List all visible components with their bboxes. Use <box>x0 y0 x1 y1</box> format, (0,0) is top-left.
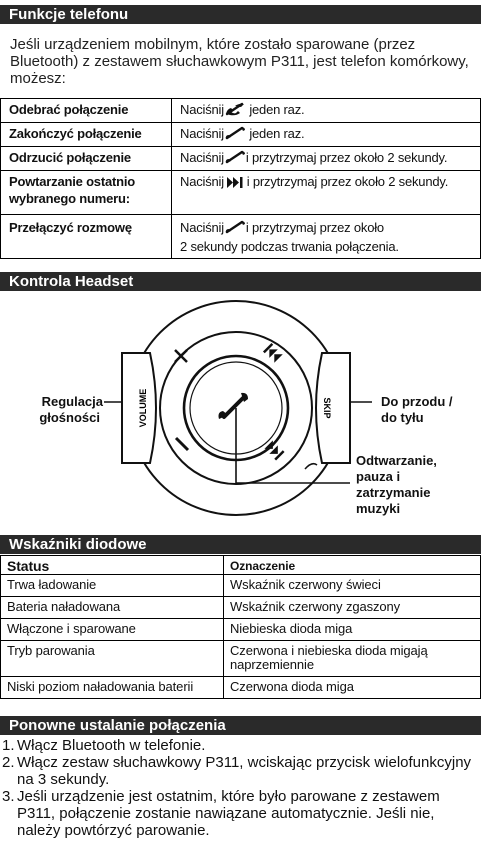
status-cell: Niski poziom naładowania baterii <box>1 677 224 699</box>
function-name: Powtarzanie ostatnio wybranego numeru: <box>1 171 172 215</box>
phone-functions-table <box>0 98 481 259</box>
step-number: 3. <box>2 788 15 805</box>
action-post: jeden raz. <box>245 102 305 117</box>
table-row <box>1 147 481 171</box>
meaning-cell: Wskaźnik czerwony świeci <box>224 575 481 597</box>
table-row <box>1 215 481 259</box>
action-post: i przytrzymaj przez około 2 sekundy. <box>246 174 449 189</box>
volume-up-icon <box>175 350 187 362</box>
function-action <box>172 123 481 147</box>
table-row <box>1 641 481 677</box>
function-action <box>172 147 481 171</box>
table-row <box>1 123 481 147</box>
list-item <box>0 788 475 839</box>
step-number: 1. <box>2 737 15 754</box>
step-text: Włącz Bluetooth w telefonie. <box>17 737 206 754</box>
volume-down-icon <box>176 438 188 450</box>
play-caption-1: Odtwarzanie, <box>356 453 437 468</box>
phone-icon <box>224 126 246 144</box>
phone-icon <box>224 150 246 168</box>
table-row <box>1 99 481 123</box>
list-item <box>0 737 475 754</box>
action-pre: Naciśnij <box>180 102 224 117</box>
table-row <box>1 575 481 597</box>
function-name: Przełączyć rozmowę <box>1 215 172 259</box>
function-action <box>172 99 481 123</box>
function-name: Odrzucić połączenie <box>1 147 172 171</box>
volume-caption-2: głośności <box>39 410 100 425</box>
status-cell: Tryb parowania <box>1 641 224 677</box>
table-row <box>1 677 481 699</box>
meaning-cell: Wskaźnik czerwony zgaszony <box>224 597 481 619</box>
action-pre: Naciśnij <box>180 220 224 235</box>
play-caption-2: pauza i <box>356 469 401 484</box>
section-header-phone-functions: Funkcje telefonu <box>0 5 481 24</box>
led-status-table <box>0 555 481 699</box>
table-row <box>1 619 481 641</box>
step-text: Włącz zestaw słuchawkowy P311, wciskając przycisk wielofunkcyjny na 3 sekundy. <box>17 754 472 788</box>
function-name: Zakończyć połączenie <box>1 123 172 147</box>
status-cell: Bateria naładowana <box>1 597 224 619</box>
column-header-status: Status <box>1 556 224 575</box>
phone-icon <box>219 393 249 419</box>
table-row <box>1 597 481 619</box>
skip-label: SKIP <box>322 397 332 419</box>
section-header-headset-control: Kontrola Headset <box>0 272 481 291</box>
action-pre: Naciśnij <box>180 174 224 189</box>
skip-caption-1: Do przodu / <box>381 394 453 409</box>
phone-icon <box>224 102 246 120</box>
play-caption-3: zatrzymanie <box>356 485 431 500</box>
function-name: Odebrać połączenie <box>1 99 172 123</box>
table-header-row <box>1 556 481 575</box>
action-post: jeden raz. <box>245 126 305 141</box>
action-pre: Naciśnij <box>180 126 224 141</box>
action-post: i przytrzymaj przez około <box>245 220 384 235</box>
column-header-meaning: Oznaczenie <box>224 556 481 575</box>
status-cell: Włączone i sparowane <box>1 619 224 641</box>
meaning-cell: Czerwona dioda miga <box>224 677 481 699</box>
action-post-2: 2 sekundy podczas trwania połączenia. <box>180 239 399 254</box>
meaning-cell: Niebieska dioda miga <box>224 619 481 641</box>
step-number: 2. <box>2 754 15 771</box>
volume-caption-1: Regulacja <box>41 394 103 409</box>
headset-control-diagram <box>0 293 481 529</box>
section-header-reconnect: Ponowne ustalanie połączenia <box>0 716 481 735</box>
skip-caption-2: do tyłu <box>381 410 424 425</box>
action-pre: Naciśnij <box>180 150 224 165</box>
list-item <box>0 754 475 788</box>
intro-text: Jeśli urządzeniem mobilnym, które zostało sparowane (przez Bluetooth) z zestawem słuchawkowym P311, jest telefon komórkowy, możesz: <box>10 36 469 87</box>
function-action <box>172 171 481 215</box>
skip-button[interactable] <box>316 353 350 463</box>
play-caption-4: muzyki <box>356 501 401 516</box>
skip-forward-icon <box>227 175 243 192</box>
status-cell: Trwa ładowanie <box>1 575 224 597</box>
volume-label: VOLUME <box>138 388 148 428</box>
reconnect-steps <box>0 737 475 839</box>
step-text: Jeśli urządzenie jest ostatnim, które było parowane z zestawem P311, połączenie zostanie nawiązane automatycznie. Jeśli nie, należy powtórzyć parowanie. <box>17 788 440 839</box>
led-indicator <box>305 464 317 469</box>
phone-icon <box>224 220 246 238</box>
action-post: i przytrzymaj przez około 2 sekundy. <box>245 150 448 165</box>
function-action <box>172 215 481 259</box>
table-row <box>1 171 481 215</box>
meaning-cell: Czerwona i niebieska dioda migają naprzemiennie <box>224 641 481 677</box>
section-header-led-indicators: Wskaźniki diodowe <box>0 535 481 554</box>
